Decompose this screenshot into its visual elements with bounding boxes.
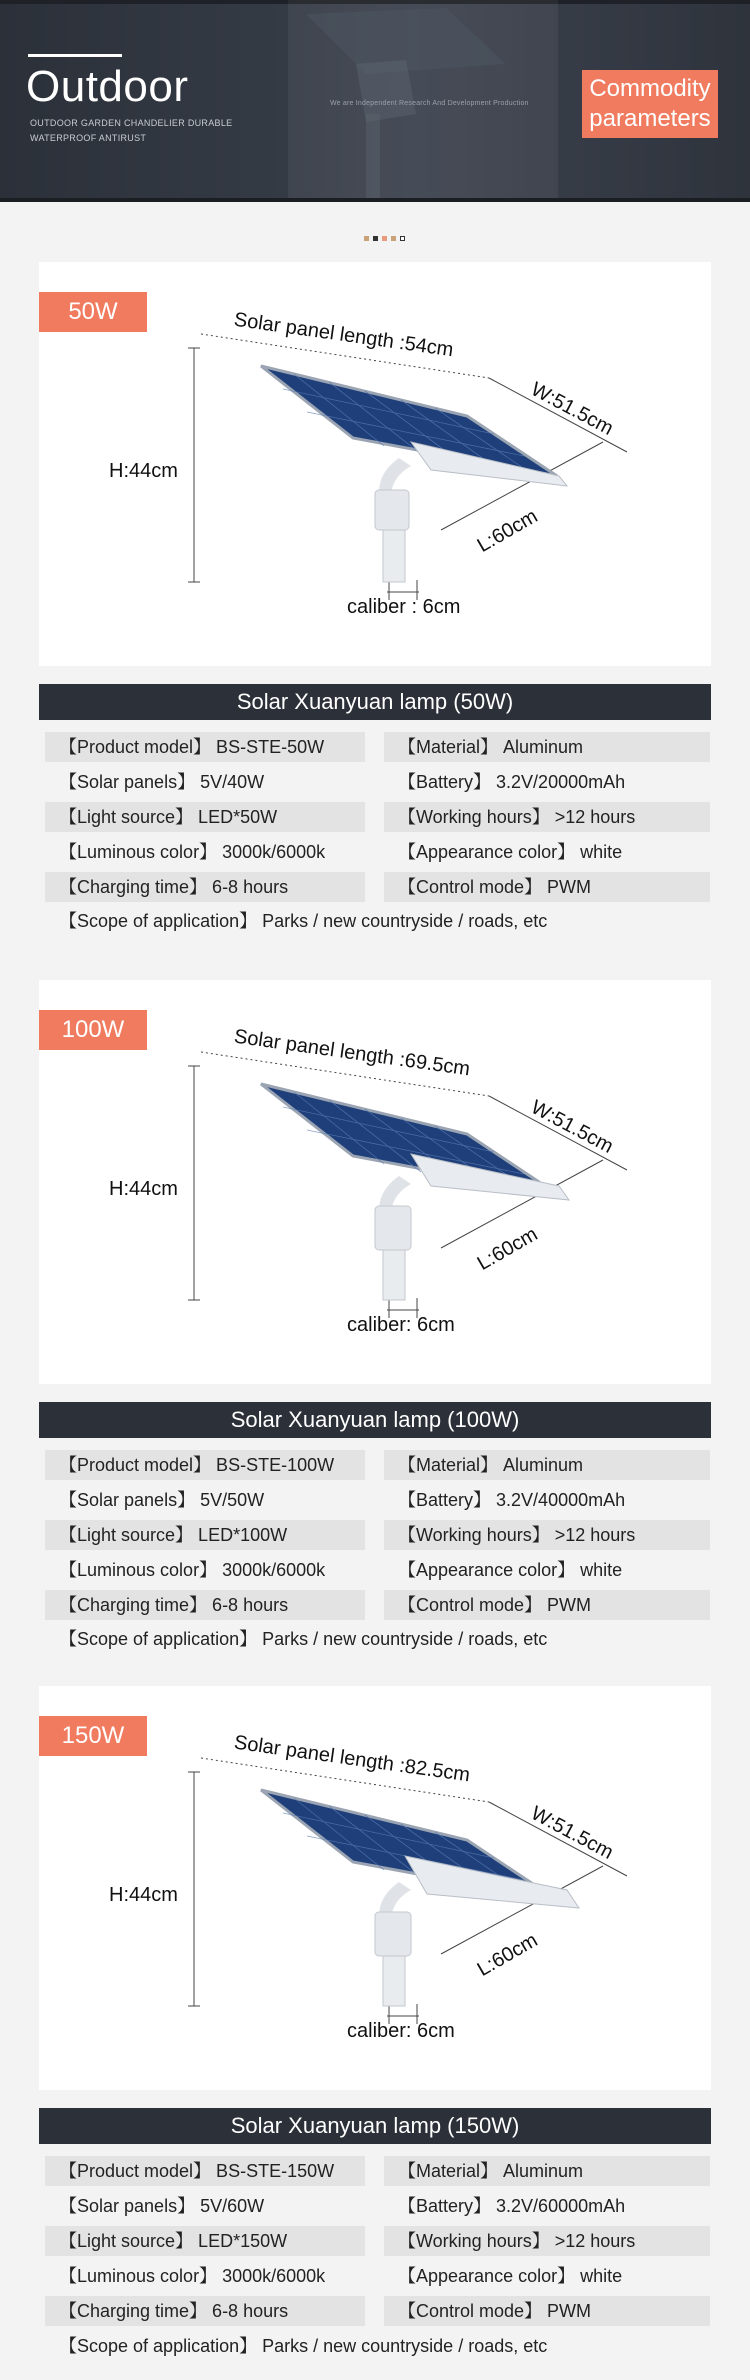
spec-material: 【Material】 Aluminum (384, 732, 710, 762)
watt-badge: 50W (39, 292, 147, 332)
dot-icon (382, 236, 387, 241)
length-label: L:60cm (473, 1223, 542, 1275)
spec-control-mode: 【Control mode】 PWM (384, 2296, 710, 2326)
page-title: Outdoor (26, 62, 189, 111)
height-label: H:44cm (109, 460, 178, 482)
dot-icon (373, 236, 378, 241)
length-label: L:60cm (473, 1929, 542, 1981)
caliber-label: caliber : 6cm (347, 596, 461, 618)
spec-scope: 【Scope of application】 Parks / new countryside / roads, etc (59, 911, 548, 931)
spec-solar-panels: 【Solar panels】 5V/50W (59, 1490, 265, 1510)
width-label: W:51.5cm (527, 1802, 617, 1864)
spec-battery: 【Battery】 3.2V/20000mAh (398, 772, 626, 792)
width-label: W:51.5cm (527, 378, 617, 440)
spec-working-hours: 【Working hours】 >12 hours (384, 2226, 710, 2256)
banner-bottom-line (0, 198, 750, 202)
page-subtitle: OUTDOOR GARDEN CHANDELIER DURABLE WATERPROOF ANTIRUST (30, 118, 233, 143)
height-label: H:44cm (109, 1178, 178, 1200)
spec-battery: 【Battery】 3.2V/60000mAh (398, 2196, 626, 2216)
spec-light-source: 【Light source】 LED*50W (45, 802, 365, 832)
dot-icon (400, 236, 405, 241)
width-label: W:51.5cm (527, 1096, 617, 1158)
spec-product-model: 【Product model】 BS-STE-150W (45, 2156, 365, 2186)
spec-control-mode: 【Control mode】 PWM (384, 1590, 710, 1620)
dot-icon (391, 236, 396, 241)
watt-badge: 100W (39, 1010, 147, 1050)
spec-charging-time: 【Charging time】 6-8 hours (45, 872, 365, 902)
spec-material: 【Material】 Aluminum (384, 2156, 710, 2186)
panel-length-label: Solar panel length :69.5cm (232, 1025, 472, 1081)
height-label: H:44cm (109, 1884, 178, 1906)
spec-scope: 【Scope of application】 Parks / new countryside / roads, etc (59, 2336, 548, 2356)
spec-luminous-color: 【Luminous color】 3000k/6000k (59, 842, 326, 862)
spec-charging-time: 【Charging time】 6-8 hours (45, 1590, 365, 1620)
spec-product-model: 【Product model】 BS-STE-50W (45, 732, 365, 762)
panel-length-label: Solar panel length :54cm (232, 308, 455, 362)
spec-battery: 【Battery】 3.2V/40000mAh (398, 1490, 626, 1510)
spec-light-source: 【Light source】 LED*100W (45, 1520, 365, 1550)
caliber-label: caliber: 6cm (347, 1314, 455, 1336)
spec-appearance-color: 【Appearance color】 white (398, 2266, 623, 2286)
product-card-150w (39, 1686, 711, 2090)
spec-solar-panels: 【Solar panels】 5V/60W (59, 2196, 265, 2216)
spec-solar-panels: 【Solar panels】 5V/40W (59, 772, 265, 792)
spec-light-source: 【Light source】 LED*150W (45, 2226, 365, 2256)
header-banner (0, 0, 750, 202)
watt-badge: 150W (39, 1716, 147, 1756)
spec-appearance-color: 【Appearance color】 white (398, 842, 623, 862)
spec-charging-time: 【Charging time】 6-8 hours (45, 2296, 365, 2326)
spec-working-hours: 【Working hours】 >12 hours (384, 1520, 710, 1550)
spec-luminous-color: 【Luminous color】 3000k/6000k (59, 1560, 326, 1580)
spec-scope: 【Scope of application】 Parks / new countryside / roads, etc (59, 1629, 548, 1649)
panel-length-label: Solar panel length :82.5cm (232, 1731, 472, 1787)
spec-appearance-color: 【Appearance color】 white (398, 1560, 623, 1580)
spec-title-150w: Solar Xuanyuan lamp (150W) (39, 2108, 711, 2144)
product-card-50w (39, 262, 711, 666)
spec-working-hours: 【Working hours】 >12 hours (384, 802, 710, 832)
commodity-parameters-badge: Commodity parameters (582, 70, 718, 138)
spec-product-model: 【Product model】 BS-STE-100W (45, 1450, 365, 1480)
length-label: L:60cm (473, 505, 542, 557)
title-rule (28, 54, 122, 57)
dot-icon (364, 236, 369, 241)
banner-tagline: We are Independent Research And Development Production (330, 100, 529, 107)
spec-control-mode: 【Control mode】 PWM (384, 872, 710, 902)
product-card-100w (39, 980, 711, 1384)
spec-luminous-color: 【Luminous color】 3000k/6000k (59, 2266, 326, 2286)
spec-title-100w: Solar Xuanyuan lamp (100W) (39, 1402, 711, 1438)
spec-title-50w: Solar Xuanyuan lamp (50W) (39, 684, 711, 720)
caliber-label: caliber: 6cm (347, 2020, 455, 2042)
spec-material: 【Material】 Aluminum (384, 1450, 710, 1480)
carousel-dots (364, 228, 409, 234)
